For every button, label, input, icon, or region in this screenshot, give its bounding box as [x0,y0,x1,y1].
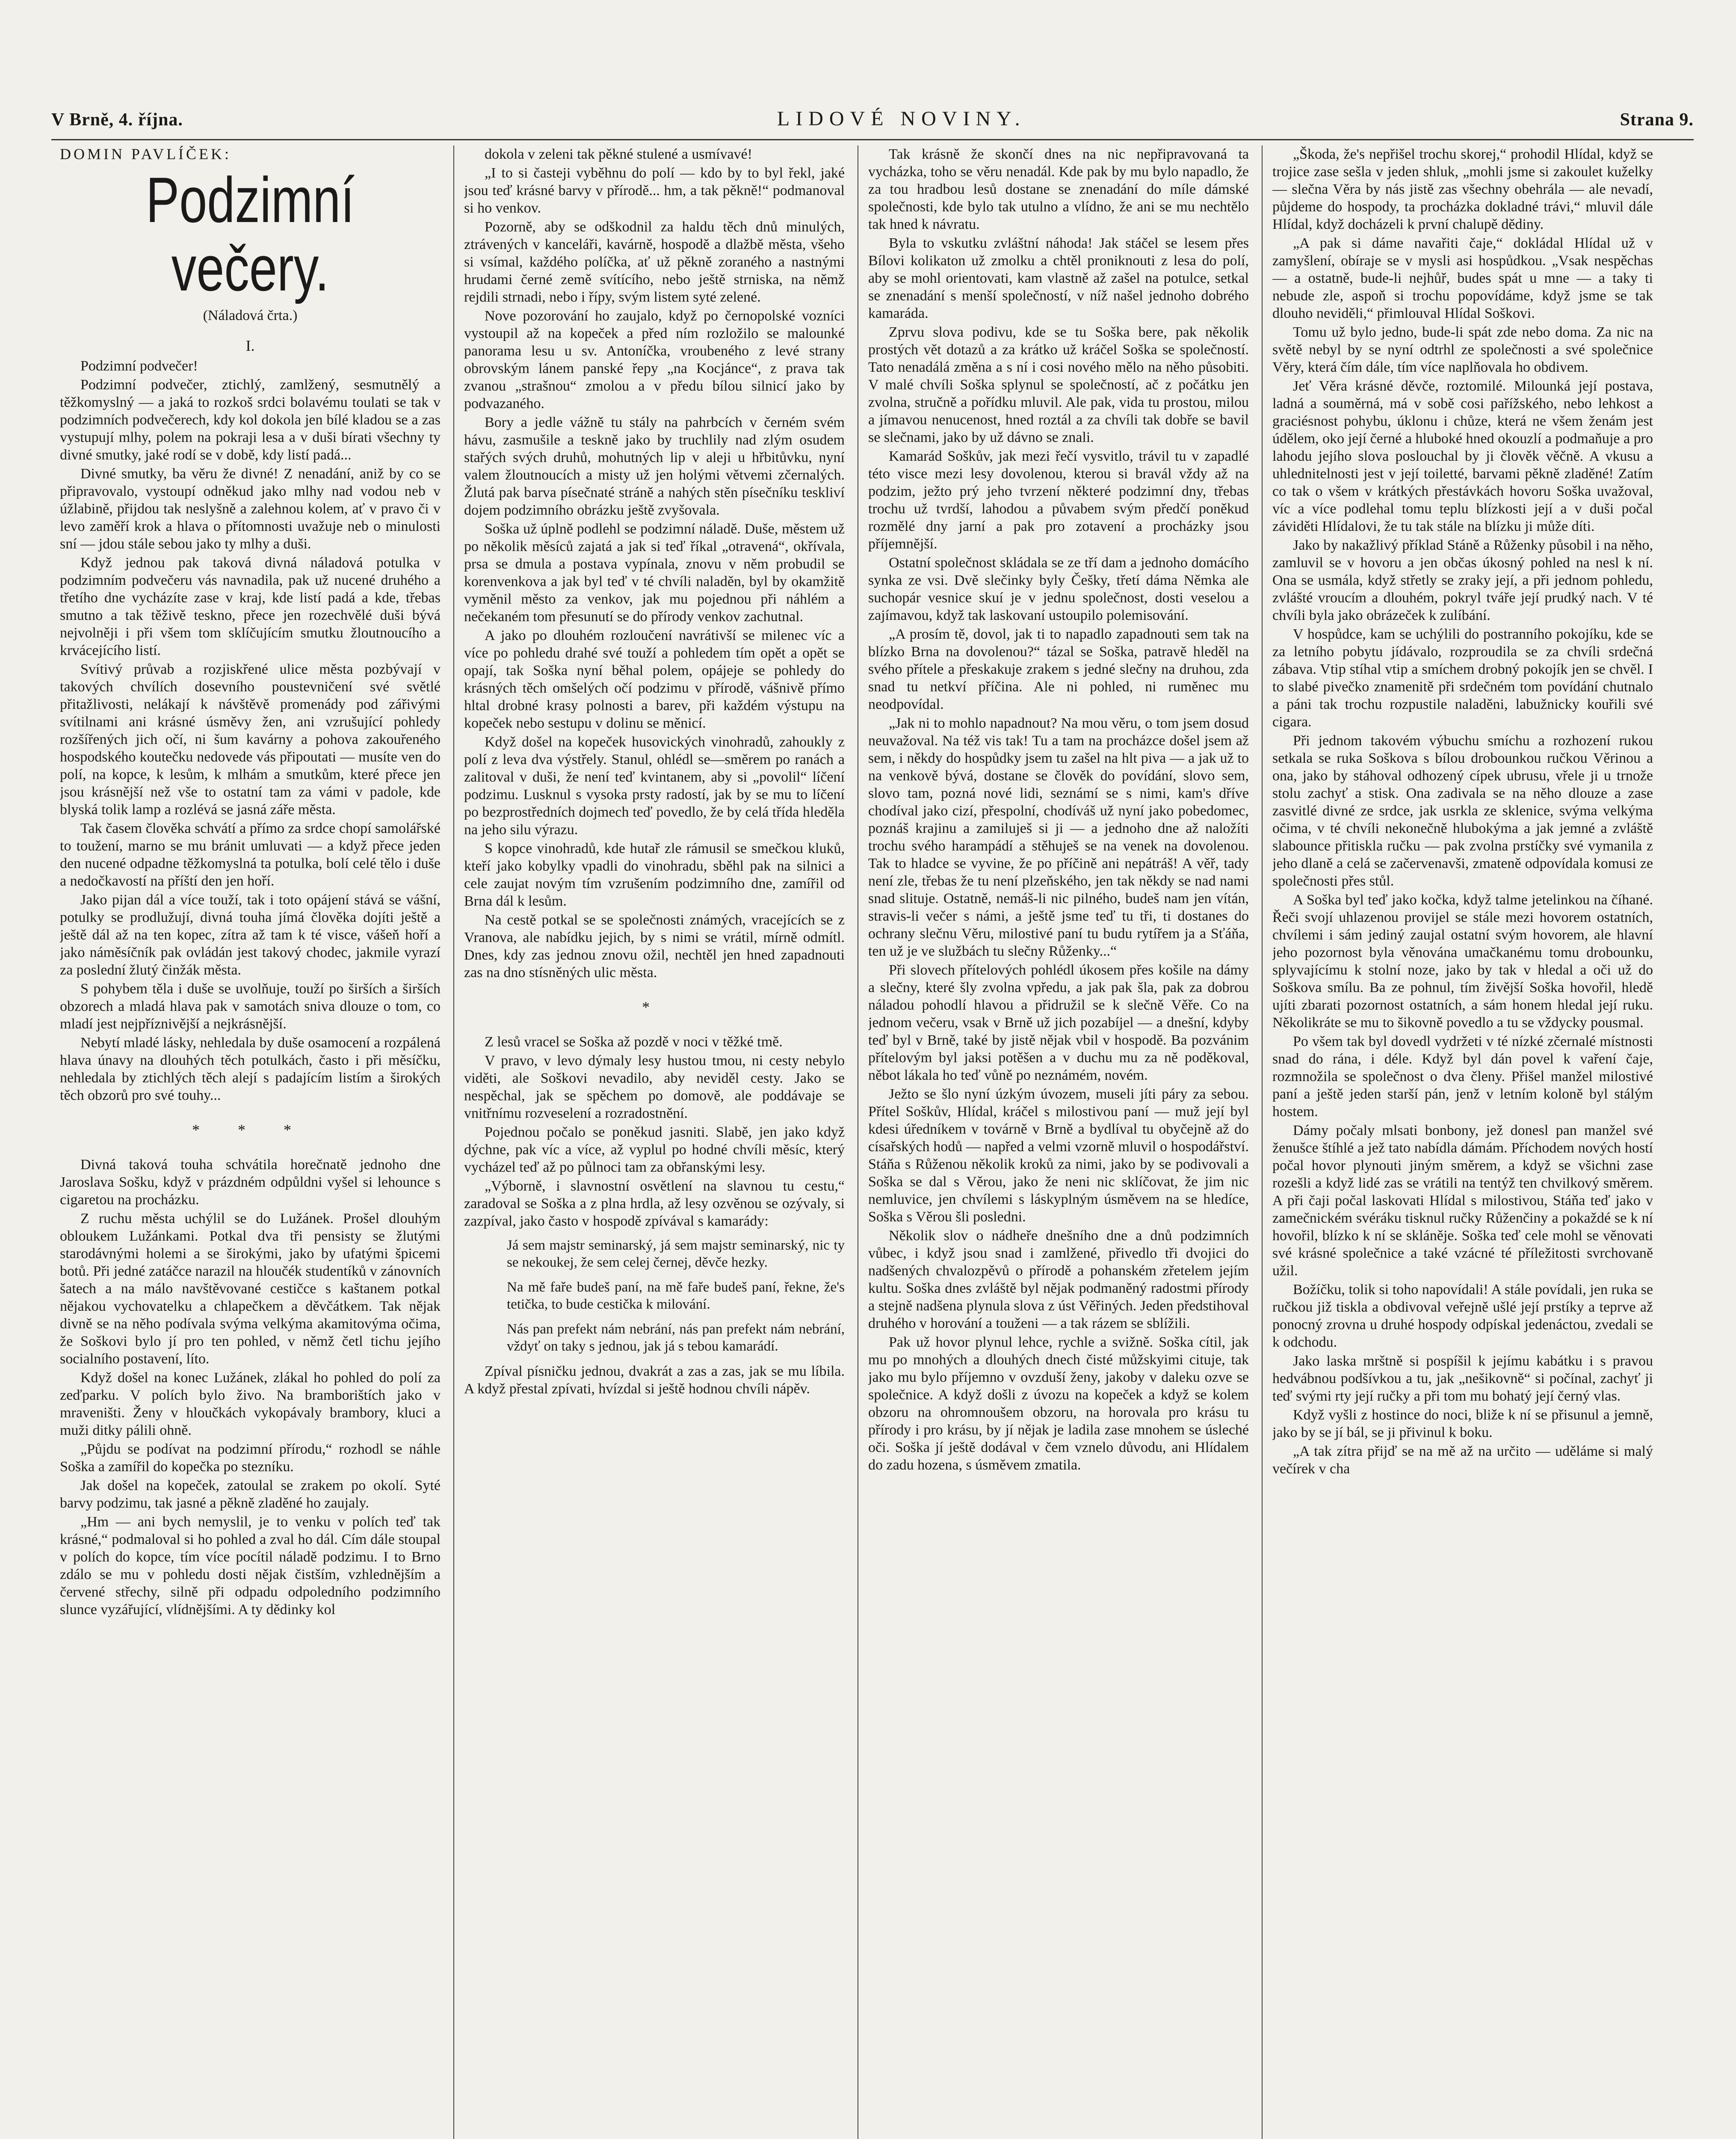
paragraph: V pravo, v levo dýmaly lesy hustou tmou, ni cesty nebylo viděti, ale Soškovi nevadilo, aby neviděl cesty. Jako se nespěchal, jak se spěchem po domově, ale poddávaje se vnitřnímu rozveselení a rozradostnění. [464,1053,845,1121]
paragraph: „Jak ni to mohlo napadnout? Na mou věru, o tom jsem dosud neuvažoval. Na též vis tak! Tu a tam na procházce došel jsem až sem, i někdy do hospůdky jsem tu zašel na hlt piva — a jak už to na venkově bývá, dostane se člověk do povídání, slovo sem, slovo tam, pozná nové lidi, seznámí se s nimi, kam's dříve chodíval jako cizí, přespolní, chodíváš už nyní jako pobedomec, poznáš krajinu a zamiluješ si ji — a jednoho dne až naložíti trochu svého harampádí a stěhuješ se na venek na dovolenou. Tak to hladce se vyvine, že po příčině ani nepátráš! A věř, tady není zle, třebas že tu není plzeňského, jen tak někdy se nad nami snad slituje. Ostatně, nemáš-li nic pilného, budeš nam jen vítán, stravis-li večer s námi, a ještě jsme teď tu tři, ti dostanes do ochrany slečnu Věru, milostivé paní tu budu rytířem ja a Sťáňa, ten už je ve službách tu slečny Růženky...“ [868,715,1249,959]
column-divider [1262,145,1263,2139]
paragraph: Pak už hovor plynul lehce, rychle a svižně. Soška cítil, jak mu po mnohých a dlouhých dnech čisté můžskyimi cituje, tak jako mu bylo příjemno v ovzduší ženy, jakoby v daleku ozve se společnice. A když došli z úvozu na kopeček a když se kolem obzoru na ohromnoušem obzoru, na horovala pro krásu tu přírody i pro krásu, by jí nějak je ladila zase mnohem se úsleché oči. Soška jí ještě dodával v čem vznelo důvodu, ani Hlídalem do zadu hozena, s úsměvem zmatila. [868,1334,1249,1473]
paragraph: Zprvu slova podivu, kde se tu Soška bere, pak několik prostých vět dotazů a za krátko už kráčel Soška se společností. Tato nenadálá změna a s ní i cosi nového mělo na něho působiti. V malé chvíli Soška splynul se společností, ač z počátku jen zvolna, stručně a pořídku mluvil. Ale pak, vida tu prostou, milou a jímavou nenucenost, hned roztál a za chvíli tak dobře se bavil se slečnami, jako by už dávno se znali. [868,324,1249,445]
paragraph: Při jednom takovém výbuchu smíchu a rozhození rukou setkala se ruka Soškova s bílou drobounkou ručkou Věrinou a ona, jako by stáhoval odhozený cípek ubrusu, vřele ji u trnože stolu zachyť a stisk. Ona zadivala se na něho dlouze a zase zasvitlé divné ze srdce, jak usrkla ze sklenice, svýma velkýma očima, v té chvíli nekonečně hlubokýma a jak jemné a zvláště slabounce přitiskla ručku — pak zvolna prstíčky své vymanila z jeho dlaně a celá se začervenavši, zmateně odpovídala komusi ze společnosti přes stůl. [1272,733,1653,889]
column-3 [868,145,1249,2139]
paragraph: „Půjdu se podívat na podzimní přírodu,“ rozhodl se náhle Soška a zamířil do kopečka po stezníku. [60,1441,441,1475]
paragraph: S kopce vinohradů, kde hutař zle rámusil se smečkou kluků, kteří jako kobylky vpadli do vinohradu, sběhl pak na silnici a cele zaujat novým tím vzrušením podzimního dne, zamířil od Brna dál k lesům. [464,841,845,909]
paragraph: „Škoda, že's nepřišel trochu skorej,“ prohodil Hlídal, když se trojice zase sešla v jeden shluk, „mohli jsme si zakoulet kuželky — slečna Věra by nás jistě zas všechny obehrála — ale nevadí, půjdeme do hospody, ta procházka dokladné trávi,“ mluvil dále Hlídal, když docházeli k první chalupě dědiny. [1272,146,1653,232]
paragraph: Dámy počaly mlsati bonbony, jež donesl pan manžel své ženušce štíhlé a jež tato nabídla dámám. Příchodem nových hostí počal hovor plynouti jiným směrem, a když se všichni zase rozešli a když lidé zas se vrátili na tentýž ten chvilkový směrem. A při čaji počal laskovati Hlídal s milostivou, Stáňa teď jako v zamečnickém svéráku tisknul ručky Růženčiny a pokaždé se k ní hovořil, blízko k ní se skláněje. Soška teď cele mohl se věnovati své krásné společnice a také vzácné té příležitosti svrchovaně užil. [1272,1123,1653,1279]
song-verse: Nás pan prefekt nám nebrání, nás pan prefekt nám nebrání, vždyť on taky s jednou, jak já s tebou kamarádí. [507,1321,845,1354]
column-divider [453,145,454,2139]
paragraph: Divné smutky, ba věru že divné! Z nenadání, aniž by co se připravovalo, vystoupí odněkud jako mlhy nad vodou neb v úžlabině, přijdou tak neslyšně a zalehnou kolem, ať v pravo či v levo zaměří krok a hlava o přítomnosti uvažuje neb o minulosti sní — jdou stále sebou jako ty mlhy a duši. [60,466,441,552]
paragraph: Kamarád Soškův, jak mezi řečí vysvitlo, trávil tu v zapadlé této visce mezi lesy dovolenou, kterou si bravál vždy až na podzim, ježto prý jeho tvrzení některé podzimní dny, třebas trochu už tvrdší, lahodou a půvabem svým předčí poněkud rozmělé dny jarní a pak pro zotavení a procházky jsou příjemnější. [868,448,1249,552]
paragraph: Svítivý průvab a rozjiskřené ulice města pozbývají v takových chvílích dosevního poustevničení své světlé přitažlivosti, nelákají k návštěvě promenády pod zářivými svítilnami ani krásné úsměvy žen, ani vzrušující pohledy rozšířených jich očí, ni šum kavárny a pohova zakouřeného hospodského koutečku nedovede vás připoutati — musíte ven do polí, na kopce, k lesům, k mlhám a smutkům, které přece jen jsou krásnější než vše to ostatní tam za vámi v padole, kde blyská tolik lamp a rozlévá se jasná záře města. [60,661,441,818]
section-number: I. [245,337,255,354]
paragraph: Jako laska mrštně si pospíšil k jejímu kabátku i s pravou hedvábnou podšívkou a tu, jak „nešikovně“ si počínal, zachyť ji teď svými rty její ručky a při tom mu bohatý její černý vlas. [1272,1353,1653,1404]
paragraph: Nebytí mladé lásky, nehledala by duše osamocení a rozpálená hlava únavy na dlouhých těch potulkách, často i při měsíčku, nehledala by ztichlých těch alejí s padajícím listím a širokých těch obzorů pro své touhy... [60,1035,441,1103]
page-number: Strana 9. [1620,110,1694,130]
paragraph: Podzimní podvečer! [80,358,198,374]
song-verses [507,1237,845,1355]
paragraph: Jako by nakažlivý příklad Stáně a Růženky působil i na něho, zamluvil se v hovoru a jen občas úkosný pohled na nesl k ní. Ona se usmála, když střetly se zraky její, a při jednom pohledu, zvlášté vroucím a dlouhém, pokryl tváře její prudký nach. V té chvíli byla jako obrázeček k zulíbání. [1272,537,1653,623]
paragraph: „Výborně, i slavnostní osvětlení na slavnou tu cestu,“ zaradoval se Soška a z plna hrdla, až lesy ozvěnou se ozývaly, si zazpíval, jako často v hospodě zpívával s kamarády: [464,1178,845,1229]
header-date: V Brně, 4. října. [51,110,183,130]
paragraph: Několik slov o nádheře dnešního dne a dnů podzimních vůbec, i když jsou snad i zamlžené, přivedlo tři dvojici do nadšených chvalozpěvů o přírodě a pohanském zřetelem jejím kultu. Soška dnes zvláště byl nějak podmaněný radostmi přírody a stejně nadšena plynula slova z úst Věřiných. Jeden předstihoval druhého v horování a touženi — a tak rázem se sblížili. [868,1228,1249,1331]
paragraph: Bory a jedle vážně tu stály na pahrbcích v černém svém hávu, zasmušile a teskně jako by truchlily nad zlým osudem stařých svých druhů, mohutných lip v aleji u hřbitůvku, nyní valem žloutnoucích a misty už jen holými větvemi zčernalých. Žlutá pak barva písečnaté stráně a nahých stěn písečníku teskliví dojem podzimního obrázku ještě zvyšovala. [464,415,845,518]
song-verse: Na mě faře budeš paní, na mě faře budeš paní, řekne, že's tetička, to bude cestička k milování. [507,1280,845,1312]
section-separator: * * * [192,1121,308,1138]
paragraph: Při slovech přítelových pohlédl úkosem přes košile na dámy a slečny, které šly zvolna vpředu, a jak pak šla, pak za dobrou náladou pohodlí hlavou a přidružil se k slečně Věře. Co na jednom večeru, vsak v Brně už jich pozabíjel — a dnešní, kdyby teď byl v Brně, také by jistě nějak vbil v hospodě. Ba pozvánim přítelovým byl jaksi potěšen a v duchu mu za ně poděkoval, něbot lákala ho teď vůně po neznámém, novém. [868,962,1249,1083]
paragraph: Soška už úplně podlehl se podzimní náladě. Duše, městem už po několik měsíců zajatá a jak si teď říkal „otravená“, okřívala, prsa se dmula a postava vypínala, znovu v něm probudil se korenvenkova a jak byl teď v té chvíli naladěn, byl by okamžitě vyměnil město za venkov, jak mu pojednou při náhlém a nečekaném tom přesunutí se do přírody venkov zachutnal. [464,521,845,625]
paragraph: Když došel na konec Lužánek, zlákal ho pohled do polí za zeďparku. V polích bylo živo. Na bramborištích jako v mraveništi. Ženy v hloučkách vykopávaly brambory, kluci a muži ditky pálili ohně. [60,1370,441,1438]
paragraph: Byla to vskutku zvláštní náhoda! Jak stáčel se lesem přes Bílovi kolikaton už zmolku a chtěl proniknouti z lesa do polí, aby se mohl orientovati, kam vlastně až zašel na potulce, setkal se znenadání s menší společností, v níž našel jednoho dobrého kamaráda. [868,235,1249,321]
page-header [51,107,1694,137]
paragraph: Božíčku, tolik si toho napovídali! A stále povídali, jen ruka se ručkou již tiskla a obdivoval veřejně ušlé její prstíky a teprve až ponocný zrovna u druhé hospody odpískal jedenáctou, zvedali se k odchodu. [1272,1282,1653,1350]
paragraph: Ostatní společnost skládala se ze tří dam a jednoho domácího synka ze vsi. Dvě slečinky byly Češky, třetí dáma Němka ale suchopár vesnice skuí je v jednu společnost, dosti veselou a zajímavou, když tak laskovaní ustoupilo polemisování. [868,555,1249,623]
paragraph: „A prosím tě, dovol, jak ti to napadlo zapadnouti sem tak na blízko Brna na dovolenou?“ tázal se Soška, patravě hleděl na svého přítele a přeskakuje zrakem s jedné slečny na druhou, zda snad tu netkví příčina. Ale ni pohled, ni ruměnec mu neodpovídal. [868,626,1249,712]
paragraph: Když vyšli z hostince do noci, bliže k ní se přisunul a jemně, jako by se jí bál, se ji přivinul k boku. [1272,1407,1653,1440]
paragraph: „Hm — ani bych nemyslil, je to venku v polích teď tak krásné,“ podmaloval si ho pohled a zval ho dál. Cím dále stoupal v polích do kopce, tím více pocítil náladě podzimu. I to Brno zdálo se mu v pohledu dosti nějak čistším, vzhlednějším a červené střechy, silně při odpadu odpoledního podzimního slunce vyzářující, vlídnějšími. A ty dědinky kol [60,1514,441,1618]
paragraph: A jako po dlouhém rozloučení navrátivší se milenec víc a více po pohledu drahé své touží a pohledem tím opět a opět se opají, tak Soška nyní běhal polem, opájeje se pohledy do krásných těch omšelých očí podzimu v přírodě, vášnivě přímo hltal drobné krasy polnosti a barev, při každém výstupu na kopeček nebo sestupu v dolinu se měnicí. [464,628,845,731]
paragraph: „A pak si dáme navařiti čaje,“ dokládal Hlídal už v zamyšlení, obíraje se v mysli asi hospůdkou. „Vsak nespěchas — a ostatně, bude-li nejhůř, budes spát u mne — a taky ti nebude zle, aspoň si trochu popovídáme, když jsme se tak dlouho neviděli,“ přimlouval Hlídal Soškovi. [1272,235,1653,321]
paragraph: Tak krásně že skončí dnes na nic nepřipravovaná ta vycházka, toho se věru nenadál. Kde pak by mu bylo napadlo, že za tou hradbou lesů dostane se znenadání do míle dámské společnosti, kde bylo tak utulno a vlídno, že ani se mu nechtělo tak hned k návratu. [868,146,1249,232]
paragraph: A Soška byl teď jako kočka, když talme jetelinkou na číhané. Řeči svojí uhlazenou provijel se stále mezi hovorem ostatních, chvílemi i sám jediný zaujal ostatní svým hovorem, ale hlavní jeho pozornost byla věnována umačkanému tomu drobounku, splyvajícímu k stolní noze, jako by tak v hledal a oči už do Soškova smílu. Ba ze pohnul, tím živější Soška hovořil, hledě ujíti zbarati pozornost ostatních, a sám honem hledal její ruku. Několikráte se mu to šikovně povedlo a tu se vždycky pousmal. [1272,892,1653,1031]
column-4 [1272,145,1653,2139]
paragraph: „A tak zítra přijď se na mě až na určito — uděláme si malý večírek v cha [1272,1443,1653,1477]
paragraph: Ježto se šlo nyní úzkým úvozem, museli jíti páry za sebou. Přítel Soškův, Hlídal, kráčel s milostivou paní — muž její byl kdesi úředníkem v továrně v Brně a bydlíval tu obyčejně až do císařských hodů — napřed a velmi vzorně mluvil o hospodářství. Stáňa s Růženou několik kroků za nimi, jako by se podivovali a Soška se dal s Věrou, jako že neni nic sklíčovat, že jim nic nemluvice, jen chvílemi s láskyplným úsměvem na se hledíce, Soška s Věrou šli posledni. [868,1086,1249,1225]
paragraph: Jak došel na kopeček, zatoulal se zrakem po okolí. Syté barvy podzimu, tak jasné a pěkně zladěné ho zaujaly. [60,1478,441,1511]
paragraph: Pozorně, aby se odškodnil za haldu těch dnů minulých, ztrávených v kanceláři, kavárně, hospodě a dlažbě města, všeho si vsímal, každého políčka, ať už pěkně zoraného a nastnými hrudami černé země svítícího, nebo ještě strniska, na němž rejdili strnadi, nebo i řípy, svým listem syté zelené. [464,219,845,305]
song-verse: Já sem majstr seminarský, já sem majstr seminarský, nic ty se nekoukej, že sem celej černej, děvče hezky. [507,1238,845,1270]
paragraph: dokola v zeleni tak pěkné stulené a usmívavé! [485,146,752,162]
author-byline: DOMIN PAVLÍČEK: [60,145,232,163]
article-title: Podzimní večery. [146,164,355,304]
paragraph: „I to si časteji vyběhnu do polí — kdo by to byl řekl, jaké jsou teď krásné barvy v přírodě... hm, a tak pěkně!“ podmanoval si ho venkov. [464,165,845,216]
paragraph: Po všem tak byl dovedl vydržeti v té nízké zčernalé místnosti snad do rána, i déle. Když byl dán povel k vaření čaje, rozmnožila se společnost o dva členy. Přišel manžel milostivé paní a ještě jeden starší pán, jenž v letním koloně byl stálým hostem. [1272,1034,1653,1120]
paragraph: Pojednou počalo se poněkud jasniti. Slabě, jen jako když dýchne, pak víc a více, až vyplul po hodné chvíli měsíc, který vycházel teď až po půlnoci tam za obřanskými lesy. [464,1124,845,1175]
paragraph: Na cestě potkal se se společnosti známých, vracejících se z Vranova, ale nabídku jejich, by s nimi se vrátil, mírně odmítl. Dnes, kdy zas jednou znovu ožil, nechtěl jen hned zapadnouti zas na dno stísněných ulic města. [464,912,845,981]
paragraph: Zpíval písničku jednou, dvakrát a zas a zas, jak se mu líbila. A když přestal zpívati, hvízdal si ještě hodnou chvíli nápěv. [464,1363,845,1397]
column-2 [464,145,845,2139]
paragraph: Jako pijan dál a více touží, tak i toto opájení stává se vášní, potulky se prodlužují, divná touha jímá člověka dojíti ještě a ještě dál až na ten kopec, zítra až tam k té visce, vášeň hoří a jako náměsíčník pak ovládán jest takový chodec, jakmile vyrazí za poslední žlutý činžák města. [60,892,441,978]
paragraph: Tak časem člověka schvátí a přímo za srdce chopí samolářské to toužení, marno se mu bránit umluvati — a když přece jeden den nucené odpadne těžkomyslná ta potulka, bolí celé tělo i duše a nedočkavostí na příští den jen hoří. [60,821,441,889]
header-rule [51,139,1694,140]
paragraph: V hospůdce, kam se uchýlili do postranního pokojíku, kde se za letního pobytu jídávalo, rozproudila se za chvíli srdečná zábava. Vtip stíhal vtip a smíchem drobný pokojík jen se chvěl. I to slabé pivečko znamenitě při srdečném tom povídání chutnalo a páni tak trochu rozpustile naladěni, labužnicky kouřili své cigara. [1272,626,1653,730]
section-separator: * [642,998,667,1016]
article-subtitle: (Náladová črta.) [203,308,298,323]
paragraph: S pohybem těla i duše se uvolňuje, touží po širších a širších obzorech a mladá hlava pak v samotách sniva dlouze o tom, co mladí jest nejpříznivější a nejkrásnější. [60,981,441,1032]
paragraph: Podzimní podvečer, ztichlý, zamlžený, sesmutnělý a těžkomyslný — a jaká to rozkoš srdci bolavému toulati se tak v podzimních podvečerech, kdy kol dokola jen bílé kladou se a zas vystupují mlhy, polem na pokraji lesa a v duši bírati všechny ty divné smutky, jaké rodí se v době, kdy listí padá... [60,377,441,463]
paragraph: Z ruchu města uchýlil se do Lužánek. Prošel dlouhým obloukem Lužánkami. Potkal dva tři pensisty se žlutými starodávnými holemi a se širokými, jako by ufatými špicemi botů. Při jedné zatáčce narazil na hloučék studentíků v zánovních šatech a na málo navštěvované cestičce s kaštanem potkal nějakou vychovatelku a chlapečkem a děvčátkem. Tak nějak divně se na něho podívala svýma velkýma akamitovýma očima, že Soškovi bylo jí pro ten pohled, v němž četl tichu jejího socialního postavení, líto. [60,1211,441,1367]
paragraph: Z lesů vracel se Soška až pozdě v noci v těžké tmě. [485,1034,783,1050]
paragraph: Divná taková touha schvátila horečnatě jednoho dne Jaroslava Sošku, když v prázdném odpůldni vyšel si lehounce s cigaretou na procházku. [60,1157,441,1208]
column-1 [60,145,441,2139]
paragraph: Tomu už bylo jedno, bude-li spát zde nebo doma. Za nic na světě nebyl by se nyní odtrhl ze společnosti a své společnice Věry, která čím dále, tím více naplňovala ho obdivem. [1272,324,1653,375]
paragraph: Jeť Věra krásné děvče, roztomilé. Milounká její postava, ladná a souměrná, má v sobě cosi pařížského, nebo lehkost a graciésnost pohybu, úklonu i chůze, která ne všem ženám jest údělem, oko její černé a hluboké hned okouzlí a podmaňuje a pro lahodu jejího slova poslouchal by ji člověk věčně. A vkusu a uhlednitelnosti jest v její toiletté, barvami pěkně zladěné! Zatím co tak o všem v krátkých přestávkách hovoru Soška uvažoval, víc a více podlehal tomu teplu blízkosti její a v duši počal záviděti Hlídalovi, že tu tak stále na blízku ji může díti. [1272,378,1653,534]
paragraph: Nove pozorování ho zaujalo, když po černopolské vozníci vystoupil až na kopeček a před ním rozložilo se malounké panorama lesu u sv. Antoníčka, vroubeného z levé strany obrovským lánem panské řepy „na Kocjánce“, z prava tak zvanou „strašnou“ zmolou a v předu bílou silnicí jako by podvazaného. [464,308,845,412]
paragraph: Když došel na kopeček husovických vinohradů, zahoukly z polí z leva dva výstřely. Stanul, ohlédl se—směrem po ranách a zalitoval v duši, že není teď kvintanem, aby si „povolil“ líčení podzimu. Lusknul s vysoka prsty radostí, jak by se mu to líčení po bezprostředních dojmech teď povedlo, že by celá třída hleděla na jeho silu výrazu. [464,734,845,838]
masthead: LIDOVÉ NOVINY. [777,107,1026,130]
paragraph: Když jednou pak taková divná náladová potulka v podzimním podvečeru vás navnadila, pak už nucené druhého a třetího dne vycházíte zase v kraj, kde listí padá a kde, třebas smutno a tak těživě teskno, přece jen rozechvělé duši bývá nejvolněji i při všem tom sklíčujícím smutku žloutnoucího a krvácejícího listí. [60,555,441,658]
